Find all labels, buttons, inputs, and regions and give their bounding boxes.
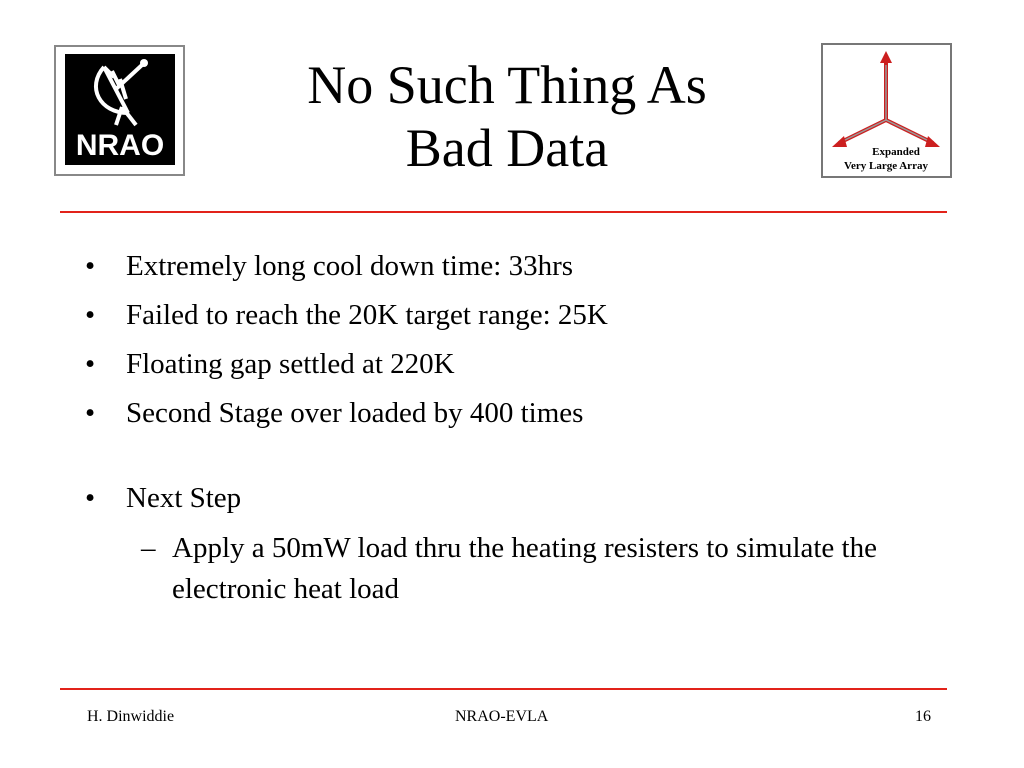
slide-title-line-2: Bad Data [405, 118, 609, 178]
bullet-item [85, 395, 935, 432]
nrao-logo-icon [56, 47, 183, 174]
footer-author: H. Dinwiddie [87, 708, 175, 725]
sub-bullet-list [130, 528, 935, 610]
footer-organization: NRAO-EVLA [455, 708, 549, 725]
bullet-icon: • [85, 299, 96, 331]
bullet-text: Extremely long cool down time: 33hrs [126, 250, 574, 282]
bullet-item-next-step [85, 480, 935, 610]
dash-icon: – [141, 532, 156, 564]
footer-page-number: 16 [915, 708, 931, 725]
slide-title-line-1: No Such Thing As [307, 55, 707, 115]
bullet-list [85, 248, 935, 622]
sub-bullet-text: Apply a 50mW load thru the heating resisters to simulate the electronic heat load [172, 532, 877, 605]
slide-title [200, 54, 814, 180]
nrao-logo [54, 45, 185, 176]
bullet-item [85, 346, 935, 383]
bullet-icon: • [85, 250, 96, 282]
footer-divider [60, 688, 947, 690]
evla-logo-line-2: Very Large Array [844, 160, 928, 172]
bullet-item [85, 297, 935, 334]
sub-bullet-item [130, 528, 935, 610]
evla-logo-line-1: Expanded [872, 146, 920, 158]
bullet-text: Second Stage over loaded by 400 times [126, 397, 584, 429]
bullet-text: Next Step [126, 482, 242, 514]
bullet-icon: • [85, 482, 96, 514]
bullet-icon: • [85, 348, 96, 380]
nrao-logo-text: NRAO [75, 129, 165, 162]
bullet-item [85, 248, 935, 285]
bullet-icon: • [85, 397, 96, 429]
bullet-text: Failed to reach the 20K target range: 25K [126, 299, 608, 331]
bullet-text: Floating gap settled at 220K [126, 348, 455, 380]
evla-logo-icon [823, 45, 950, 176]
evla-logo [821, 43, 952, 178]
header-divider [60, 211, 947, 213]
